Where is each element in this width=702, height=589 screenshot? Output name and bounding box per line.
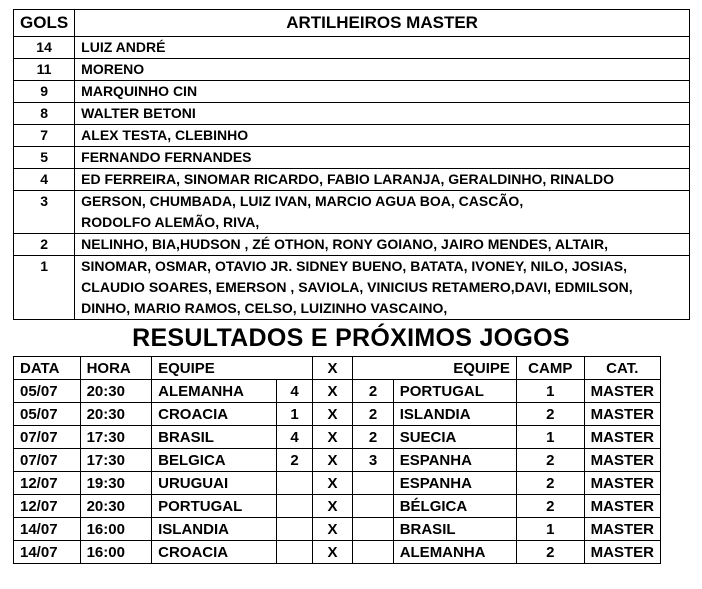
players-cell xyxy=(75,147,690,169)
away-score xyxy=(353,472,393,495)
match-camp: 2 xyxy=(516,449,584,472)
players-line: ED FERREIRA, SINOMAR RICARDO, FABIO LARANJA, GERALDINHO, RINALDO xyxy=(81,171,614,187)
home-team: ISLANDIA xyxy=(152,518,277,541)
match-row xyxy=(14,403,661,426)
match-camp: 1 xyxy=(516,380,584,403)
away-score xyxy=(353,518,393,541)
players-line: MARQUINHO CIN xyxy=(81,83,198,99)
home-team-header: EQUIPE xyxy=(152,357,313,380)
scorer-row xyxy=(14,234,690,256)
scorer-row xyxy=(14,37,690,59)
versus-mark: X xyxy=(312,541,352,564)
versus-mark: X xyxy=(312,403,352,426)
match-date: 07/07 xyxy=(14,426,81,449)
scorer-row xyxy=(14,256,690,320)
players-line: MORENO xyxy=(81,61,145,77)
goals-cell: 4 xyxy=(14,169,75,191)
match-row xyxy=(14,472,661,495)
match-date: 12/07 xyxy=(14,472,81,495)
scorers-table xyxy=(13,9,690,320)
away-team: BÉLGICA xyxy=(393,495,516,518)
players-cell xyxy=(75,234,690,256)
home-score: 2 xyxy=(277,449,313,472)
home-score xyxy=(277,518,313,541)
date-header: DATA xyxy=(14,357,81,380)
match-category: MASTER xyxy=(584,495,660,518)
match-time: 20:30 xyxy=(80,380,152,403)
players-cell xyxy=(75,256,690,320)
match-date: 12/07 xyxy=(14,495,81,518)
away-team: ESPANHA xyxy=(393,449,516,472)
away-team: ESPANHA xyxy=(393,472,516,495)
match-time: 19:30 xyxy=(80,472,152,495)
home-team: CROACIA xyxy=(152,541,277,564)
away-score: 2 xyxy=(353,426,393,449)
players-line: GERSON, CHUMBADA, LUIZ IVAN, MARCIO AGUA BOA, CASCÃO, xyxy=(81,193,524,209)
players-line: NELINHO, BIA,HUDSON , ZÉ OTHON, RONY GOIANO, JAIRO MENDES, ALTAIR, xyxy=(81,236,609,252)
section-title: RESULTADOS E PRÓXIMOS JOGOS xyxy=(132,324,570,352)
match-time: 20:30 xyxy=(80,495,152,518)
versus-mark: X xyxy=(312,380,352,403)
versus-mark: X xyxy=(312,518,352,541)
time-header: HORA xyxy=(80,357,152,380)
match-row xyxy=(14,426,661,449)
scorer-row xyxy=(14,103,690,125)
versus-mark: X xyxy=(312,495,352,518)
match-row xyxy=(14,449,661,472)
players-cell xyxy=(75,37,690,59)
scorers-body xyxy=(14,37,690,320)
players-line: SINOMAR, OSMAR, OTAVIO JR. SIDNEY BUENO, BATATA, IVONEY, NILO, JOSIAS, xyxy=(81,258,627,274)
players-cell xyxy=(75,81,690,103)
match-category: MASTER xyxy=(584,472,660,495)
match-date: 05/07 xyxy=(14,403,81,426)
match-time: 16:00 xyxy=(80,518,152,541)
home-score: 4 xyxy=(277,380,313,403)
goals-header: GOLS xyxy=(14,10,75,37)
match-camp: 1 xyxy=(516,518,584,541)
home-score: 1 xyxy=(277,403,313,426)
players-cell xyxy=(75,103,690,125)
match-row xyxy=(14,541,661,564)
home-team: URUGUAI xyxy=(152,472,277,495)
home-score xyxy=(277,541,313,564)
players-line: LUIZ ANDRÉ xyxy=(81,39,166,55)
home-score xyxy=(277,495,313,518)
match-camp: 1 xyxy=(516,426,584,449)
scorers-header-row xyxy=(14,10,690,37)
home-team: BRASIL xyxy=(152,426,277,449)
goals-cell: 8 xyxy=(14,103,75,125)
match-time: 17:30 xyxy=(80,426,152,449)
category-header: CAT. xyxy=(584,357,660,380)
players-cell xyxy=(75,169,690,191)
match-camp: 2 xyxy=(516,495,584,518)
players-line: ALEX TESTA, CLEBINHO xyxy=(81,127,249,143)
goals-cell: 11 xyxy=(14,59,75,81)
match-camp: 2 xyxy=(516,472,584,495)
match-date: 14/07 xyxy=(14,541,81,564)
match-row xyxy=(14,380,661,403)
goals-cell: 3 xyxy=(14,191,75,234)
away-score: 2 xyxy=(353,380,393,403)
match-time: 20:30 xyxy=(80,403,152,426)
match-category: MASTER xyxy=(584,541,660,564)
goals-cell: 1 xyxy=(14,256,75,320)
home-score xyxy=(277,472,313,495)
players-line: CLAUDIO SOARES, EMERSON , SAVIOLA, VINICIUS RETAMERO,DAVI, EDMILSON, xyxy=(81,279,633,295)
players-line: RODOLFO ALEMÃO, RIVA, xyxy=(81,214,260,230)
match-camp: 2 xyxy=(516,403,584,426)
players-line: DINHO, MARIO RAMOS, CELSO, LUIZINHO VASCAINO, xyxy=(81,300,448,316)
versus-mark: X xyxy=(312,449,352,472)
match-date: 05/07 xyxy=(14,380,81,403)
goals-cell: 9 xyxy=(14,81,75,103)
home-team: PORTUGAL xyxy=(152,495,277,518)
vs-header: X xyxy=(312,357,352,380)
players-cell xyxy=(75,191,690,234)
match-category: MASTER xyxy=(584,380,660,403)
match-category: MASTER xyxy=(584,426,660,449)
players-line: WALTER BETONI xyxy=(81,105,196,121)
matches-header-row xyxy=(14,357,661,380)
home-team: ALEMANHA xyxy=(152,380,277,403)
match-date: 14/07 xyxy=(14,518,81,541)
home-team: CROACIA xyxy=(152,403,277,426)
scorer-row xyxy=(14,169,690,191)
away-score: 2 xyxy=(353,403,393,426)
home-score: 4 xyxy=(277,426,313,449)
away-team: SUECIA xyxy=(393,426,516,449)
matches-body xyxy=(14,380,661,564)
match-time: 16:00 xyxy=(80,541,152,564)
scorer-row xyxy=(14,191,690,234)
scorers-title: ARTILHEIROS MASTER xyxy=(75,10,690,37)
scorer-row xyxy=(14,81,690,103)
goals-cell: 2 xyxy=(14,234,75,256)
scorer-row xyxy=(14,59,690,81)
scorer-row xyxy=(14,125,690,147)
goals-cell: 14 xyxy=(14,37,75,59)
match-category: MASTER xyxy=(584,403,660,426)
players-cell xyxy=(75,59,690,81)
away-score xyxy=(353,495,393,518)
match-time: 17:30 xyxy=(80,449,152,472)
home-team: BELGICA xyxy=(152,449,277,472)
players-cell xyxy=(75,125,690,147)
goals-cell: 5 xyxy=(14,147,75,169)
goals-cell: 7 xyxy=(14,125,75,147)
matches-table xyxy=(13,356,661,564)
match-camp: 2 xyxy=(516,541,584,564)
match-date: 07/07 xyxy=(14,449,81,472)
versus-mark: X xyxy=(312,472,352,495)
away-score xyxy=(353,541,393,564)
away-team: BRASIL xyxy=(393,518,516,541)
away-team: ISLANDIA xyxy=(393,403,516,426)
away-team: ALEMANHA xyxy=(393,541,516,564)
match-row xyxy=(14,518,661,541)
players-line: FERNANDO FERNANDES xyxy=(81,149,252,165)
away-team-header: EQUIPE xyxy=(353,357,517,380)
scorer-row xyxy=(14,147,690,169)
match-category: MASTER xyxy=(584,518,660,541)
versus-mark: X xyxy=(312,426,352,449)
away-score: 3 xyxy=(353,449,393,472)
match-row xyxy=(14,495,661,518)
camp-header: CAMP xyxy=(516,357,584,380)
match-category: MASTER xyxy=(584,449,660,472)
away-team: PORTUGAL xyxy=(393,380,516,403)
